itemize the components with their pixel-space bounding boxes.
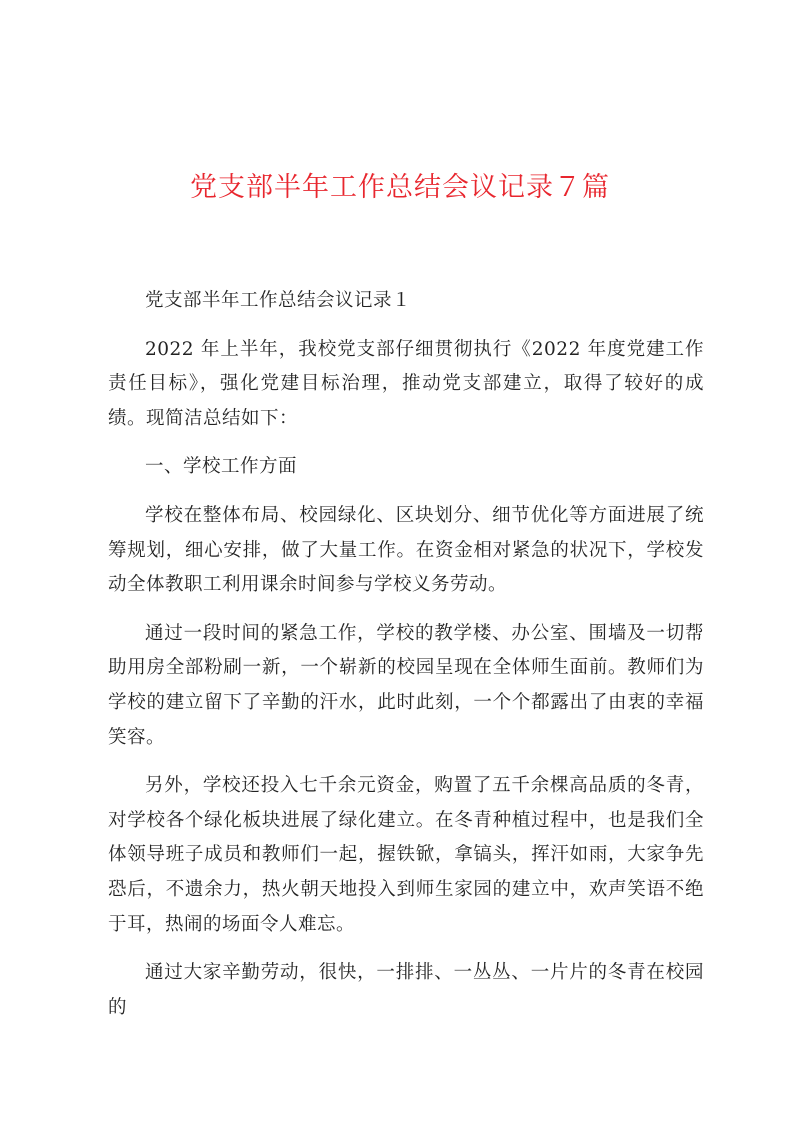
paragraph: 2022 年上半年，我校党支部仔细贯彻执行《2022 年度党建工作责任目标》，强化党建目标治理，推动党支部建立，取得了较好的成绩。现简洁总结如下： (108, 338, 704, 429)
section-heading: 党支部半年工作总结会议记录１ (145, 290, 412, 311)
paragraph: 另外，学校还投入七千余元资金，购置了五千余棵高品质的冬青，对学校各个绿化板块进展了绿化建立。在冬青种植过程中，也是我们全体领导班子成员和教师们一起，握铁锨，拿镐头，挥汗如雨，大家争先恐后，不遗余力，热火朝天地投入到师生家园的建立中，欢声笑语不绝于耳，热闹的场面令人难忘。 (108, 775, 704, 935)
paragraph: 通过一段时间的紧急工作，学校的教学楼、办公室、围墙及一切帮助用房全部粉刷一新，一个崭新的校园呈现在全体师生面前。教师们为学校的建立留下了辛勤的汗水，此时此刻，一个个都露出了由衷的幸福笑容。 (108, 622, 704, 748)
document-title: 党支部半年工作总结会议记录７篇 (190, 172, 610, 203)
paragraph: 一、学校工作方面 (145, 456, 298, 478)
paragraph: 通过大家辛勤劳动，很快，一排排、一丛丛、一片片的冬青在校园的 (108, 962, 704, 1018)
paragraph: 学校在整体布局、校园绿化、区块划分、细节优化等方面进展了统筹规划，细心安排，做了大量工作。在资金相对紧急的状况下，学校发动全体教职工利用课余时间参与学校义务劳动。 (108, 504, 704, 596)
document-body (108, 284, 704, 1025)
